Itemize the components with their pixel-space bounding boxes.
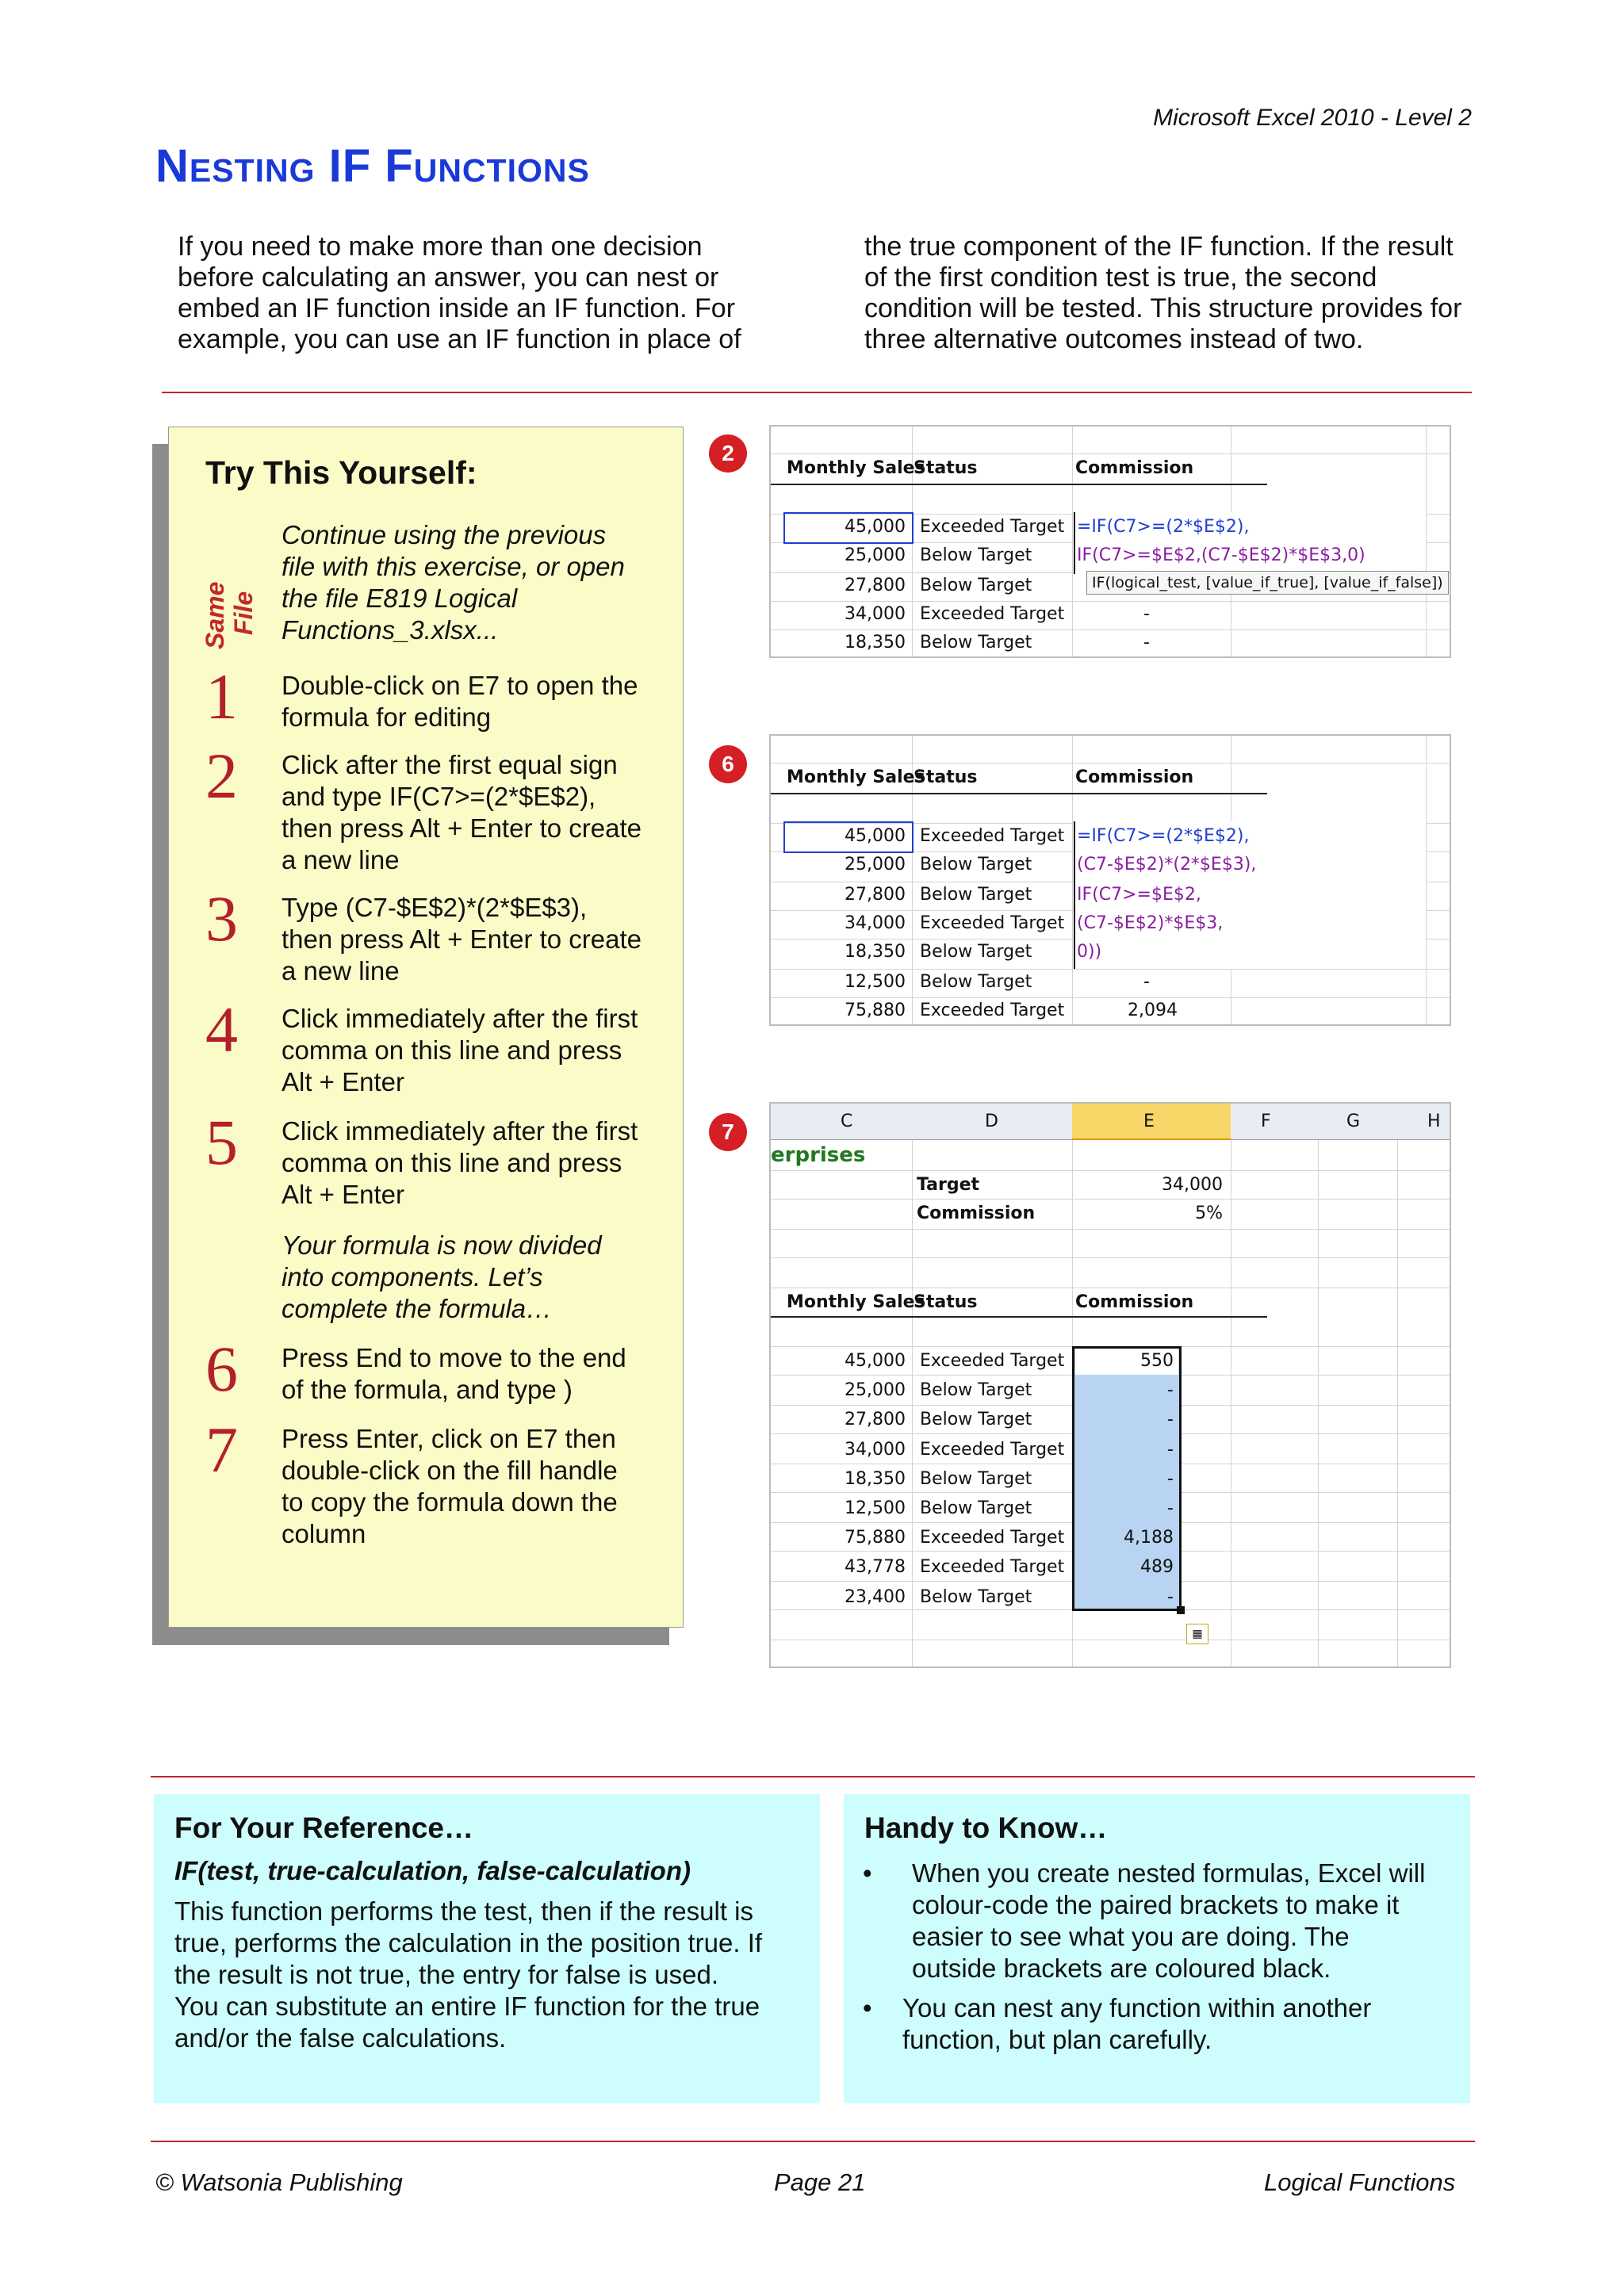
commission-rate: 5% [1195, 1203, 1223, 1223]
header-status: Status [914, 767, 978, 787]
commission-cell: 550 [1140, 1351, 1174, 1371]
formula-line[interactable]: IF(C7>=$E$2, [1077, 885, 1201, 905]
step-3-text [282, 892, 662, 987]
page-title: Nesting IF Functions [155, 140, 590, 192]
header-note: Microsoft Excel 2010 - Level 2 [1153, 105, 1472, 131]
commission-cell: - [1167, 1439, 1174, 1460]
step-line: Press Enter, click on E7 then [282, 1424, 616, 1453]
step-line: column [282, 1519, 366, 1548]
excel-screenshot-step7 [769, 1102, 1451, 1668]
sales-cell: 45,000 [845, 826, 906, 846]
status-cell: Exceeded Target [920, 1528, 1065, 1548]
intro-right-line: the true component of the IF function. If the result [864, 232, 1454, 262]
bullet-line: When you create nested formulas, Excel will [912, 1858, 1426, 1888]
step-number: 7 [205, 1414, 238, 1486]
step-number: 6 [205, 1333, 238, 1405]
step-badge-6: 6 [709, 745, 747, 783]
sales-cell: 18,350 [845, 942, 906, 962]
step-line: Click immediately after the first [282, 1004, 638, 1033]
sales-cell: 75,880 [845, 1001, 906, 1020]
status-cell: Below Target [920, 1410, 1032, 1430]
step-number: 1 [205, 660, 238, 733]
intro-left-line: before calculating an answer, you can nest or [178, 262, 719, 293]
header-status: Status [914, 1292, 978, 1312]
status-cell: Exceeded Target [920, 1001, 1065, 1020]
status-cell: Exceeded Target [920, 1557, 1065, 1578]
handy-box [844, 1794, 1470, 2103]
step-line: a new line [282, 956, 400, 985]
footer-page: Page 21 [774, 2168, 866, 2196]
sales-cell: 25,000 [845, 855, 906, 874]
top-divider [162, 392, 1472, 393]
sales-cell: 45,000 [845, 1351, 906, 1371]
step-badge-7: 7 [709, 1113, 747, 1151]
header-monthly-sales: Monthly Sales [787, 458, 925, 478]
reference-line: the result is not true, the entry for false is used. [174, 1960, 719, 1989]
step-1-text [282, 670, 662, 733]
header-monthly-sales: Monthly Sales [787, 1292, 925, 1312]
col-header[interactable]: G [1346, 1112, 1361, 1131]
commission-cell: - [1143, 633, 1150, 652]
sales-cell: 45,000 [845, 517, 906, 537]
intro-right-line: condition will be tested. This structure provides for [864, 293, 1462, 323]
step-line: Type (C7-$E$2)*(2*$E$3), [282, 893, 588, 922]
same-file-label [197, 546, 258, 665]
header-commission: Commission [1075, 767, 1194, 787]
file-label: File [229, 591, 258, 635]
step-badge-2: 2 [709, 434, 747, 473]
bullet-icon: • [863, 1858, 872, 1888]
reference-box [154, 1794, 820, 2103]
footer-divider [151, 2141, 1475, 2142]
status-cell: Below Target [920, 1498, 1032, 1518]
status-cell: Below Target [920, 885, 1032, 905]
excel-screenshot-step2 [769, 425, 1451, 658]
step-6-text [282, 1342, 662, 1406]
sales-cell: 34,000 [845, 1439, 906, 1460]
note-line: complete the formula… [282, 1294, 553, 1323]
commission-cell: 489 [1140, 1557, 1174, 1578]
handy-bullet-2 [902, 1992, 1457, 2056]
reference-line: You can substitute an entire IF function for the true [174, 1992, 760, 2021]
excel-screenshot-step6 [769, 734, 1451, 1026]
same-label: Same [201, 581, 229, 649]
col-header[interactable]: D [985, 1112, 998, 1131]
status-cell: Below Target [920, 1468, 1032, 1489]
target-value: 34,000 [1162, 1175, 1223, 1195]
step-line: Double-click on E7 to open the [282, 671, 638, 700]
step-line: Click after the first equal sign [282, 750, 618, 779]
commission-cell: - [1143, 972, 1150, 992]
intro-left [178, 232, 812, 355]
commission-cell: - [1167, 1498, 1174, 1518]
bullet-line: outside brackets are coloured black. [912, 1954, 1331, 1983]
sales-cell: 12,500 [845, 1498, 906, 1518]
try-intro-line: the file E819 Logical [282, 584, 518, 613]
step-number: 4 [205, 993, 238, 1066]
status-cell: Exceeded Target [920, 517, 1065, 537]
status-cell: Below Target [920, 972, 1032, 992]
sales-cell: 27,800 [845, 885, 906, 905]
step-4-text [282, 1003, 662, 1098]
function-tooltip: IF(logical_test, [value_if_true], [value_if_false]) [1086, 571, 1449, 595]
step-line: comma on this line and press [282, 1035, 622, 1065]
footer-chapter: Logical Functions [1264, 2168, 1456, 2196]
sales-cell: 27,800 [845, 1410, 906, 1430]
status-cell: Exceeded Target [920, 913, 1065, 933]
autofill-options-icon[interactable]: ▦ [1186, 1624, 1208, 1644]
col-header[interactable]: C [841, 1112, 853, 1131]
commission-cell: 4,188 [1124, 1528, 1174, 1548]
sales-cell: 25,000 [845, 545, 906, 565]
handy-bullet-1 [912, 1858, 1459, 1984]
commission-cell: - [1143, 604, 1150, 624]
commission-cell: - [1167, 1468, 1174, 1489]
intro-right-line: three alternative outcomes instead of two. [864, 324, 1364, 354]
formula-line[interactable]: =IF(C7>=(2*$E$2), [1077, 826, 1250, 846]
formula-line[interactable]: IF(C7>=$E$2,(C7-$E$2)*$E$3,0) [1077, 545, 1365, 565]
bullet-line: colour-code the paired brackets to make it [912, 1890, 1400, 1919]
commission-cell: - [1167, 1410, 1174, 1430]
sales-cell: 23,400 [845, 1586, 906, 1607]
bullet-line: function, but plan carefully. [902, 2025, 1212, 2054]
bottom-divider [151, 1776, 1475, 1777]
status-cell: Below Target [920, 545, 1032, 565]
status-cell: Below Target [920, 1586, 1032, 1607]
status-cell: Exceeded Target [920, 826, 1065, 846]
footer-publisher: © Watsonia Publishing [155, 2168, 403, 2196]
bullet-line: You can nest any function within another [902, 1993, 1372, 2022]
reference-line: This function performs the test, then if the result is [174, 1896, 753, 1926]
step-line: Alt + Enter [282, 1180, 404, 1209]
commission-cell: - [1167, 1380, 1174, 1401]
try-intro-line: Continue using the previous [282, 520, 607, 549]
intro-left-line: example, you can use an IF function in place of [178, 324, 741, 354]
step-line: Click immediately after the first [282, 1116, 638, 1146]
step-line: Alt + Enter [282, 1067, 404, 1096]
step-7-text [282, 1423, 662, 1550]
step-line: formula for editing [282, 702, 492, 732]
commission-label: Commission [917, 1203, 1036, 1223]
step-line: a new line [282, 845, 400, 874]
sales-cell: 27,800 [845, 576, 906, 595]
header-monthly-sales: Monthly Sales [787, 767, 925, 787]
bullet-icon: • [863, 1993, 872, 2022]
company-name: erprises [771, 1143, 866, 1167]
sales-cell: 12,500 [845, 972, 906, 992]
sales-cell: 25,000 [845, 1380, 906, 1401]
step-line: and type IF(C7>=(2*$E$2), [282, 782, 596, 811]
step-number: 3 [205, 882, 238, 955]
step-line: then press Alt + Enter to create [282, 924, 642, 954]
sales-cell: 18,350 [845, 1468, 906, 1489]
try-title: Try This Yourself: [205, 454, 477, 491]
handy-title: Handy to Know… [864, 1812, 1108, 1844]
note-line: Your formula is now divided [282, 1230, 602, 1260]
step-line: double-click on the fill handle [282, 1456, 618, 1485]
try-intro-line: file with this exercise, or open [282, 552, 625, 581]
step-line: comma on this line and press [282, 1148, 622, 1177]
status-cell: Exceeded Target [920, 604, 1065, 624]
note-line: into components. Let’s [282, 1262, 543, 1292]
reference-body [174, 1896, 777, 2054]
status-cell: Below Target [920, 576, 1032, 595]
target-label: Target [917, 1175, 980, 1195]
formula-note [282, 1230, 662, 1325]
try-panel [168, 427, 684, 1628]
status-cell: Below Target [920, 942, 1032, 962]
formula-line[interactable]: (C7-$E$2)*$E$3, [1077, 913, 1224, 933]
reference-title: For Your Reference… [174, 1812, 473, 1844]
status-cell: Below Target [920, 1380, 1032, 1401]
header-status: Status [914, 458, 978, 478]
status-cell: Below Target [920, 855, 1032, 874]
intro-right [864, 232, 1499, 355]
step-line: then press Alt + Enter to create [282, 813, 642, 843]
step-line: of the formula, and type ) [282, 1375, 573, 1404]
intro-left-line: If you need to make more than one decision [178, 232, 703, 262]
status-cell: Below Target [920, 633, 1032, 652]
reference-line: and/or the false calculations. [174, 2023, 507, 2053]
col-header[interactable]: E [1143, 1112, 1155, 1131]
bullet-line: easier to see what you are doing. The [912, 1922, 1350, 1951]
step-line: to copy the formula down the [282, 1487, 618, 1517]
sales-cell: 34,000 [845, 604, 906, 624]
col-header[interactable]: F [1261, 1112, 1271, 1131]
try-intro-line: Functions_3.xlsx... [282, 615, 499, 645]
intro-right-line: of the first condition test is true, the second [864, 262, 1377, 293]
sales-cell: 34,000 [845, 913, 906, 933]
reference-line: true, performs the calculation in the position true. If [174, 1928, 763, 1957]
fill-handle[interactable] [1177, 1606, 1185, 1614]
step-5-text [282, 1115, 662, 1211]
status-cell: Exceeded Target [920, 1351, 1065, 1371]
formula-line[interactable]: (C7-$E$2)*(2*$E$3), [1077, 855, 1257, 874]
header-commission: Commission [1075, 1292, 1194, 1312]
sales-cell: 18,350 [845, 633, 906, 652]
try-intro [282, 519, 662, 646]
step-line: Press End to move to the end [282, 1343, 626, 1372]
intro-left-line: embed an IF function inside an IF function. For [178, 293, 736, 323]
sales-cell: 43,778 [845, 1557, 906, 1578]
step-number: 5 [205, 1106, 238, 1178]
step-number: 2 [205, 740, 238, 812]
step-2-text [282, 749, 662, 876]
col-header[interactable]: H [1427, 1112, 1441, 1131]
status-cell: Exceeded Target [920, 1439, 1065, 1460]
reference-syntax: IF(test, true-calculation, false-calculation) [174, 1856, 691, 1885]
sales-cell: 75,880 [845, 1528, 906, 1548]
header-commission: Commission [1075, 458, 1194, 478]
commission-cell: - [1167, 1586, 1174, 1607]
formula-line[interactable]: 0)) [1077, 942, 1102, 962]
formula-line[interactable]: =IF(C7>=(2*$E$2), [1077, 517, 1250, 537]
commission-cell: 2,094 [1128, 1001, 1178, 1020]
